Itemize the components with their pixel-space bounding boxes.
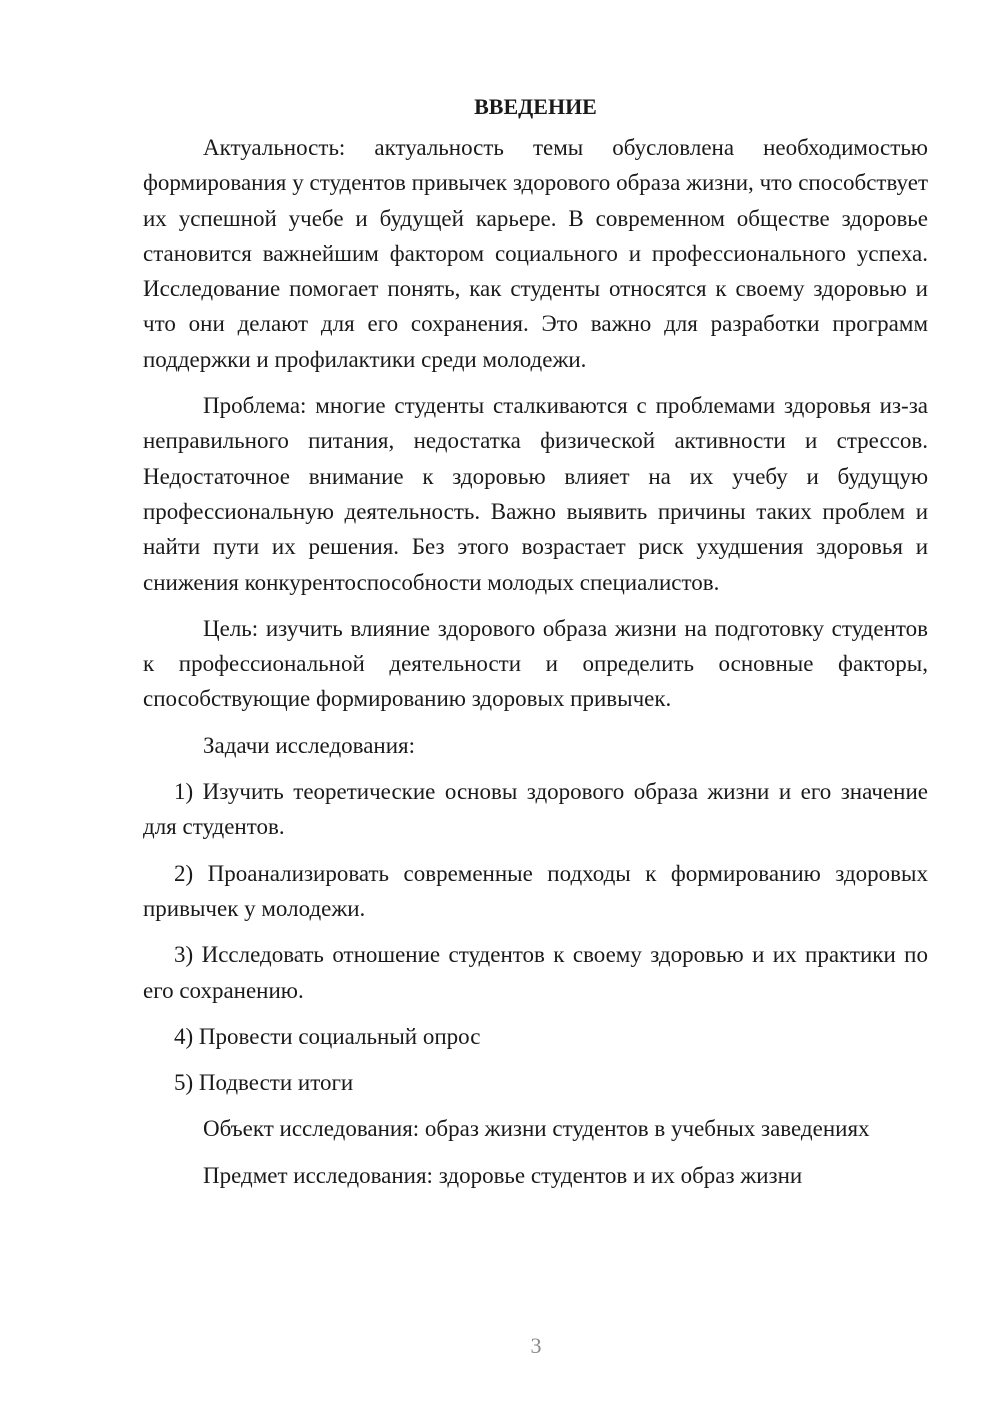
page-number: 3 [530,1333,542,1358]
section-heading: ВВЕДЕНИЕ [474,94,597,119]
relevance-paragraph: Актуальность: актуальность темы обусловлена необходимостью формирования у студентов привычек здорового образа жизни, что способствует их успешной учебе и будущей карьере. В современном обществе здоровье становится важнейшим фактором социального и профессионального успеха. Исследование помогает понять, как студенты относятся к своему здоровью и что они делают для его сохранения. Это важно для разработки программ поддержки и профилактики среди молодежи. [143,135,928,372]
task-item-1: 1) Изучить теоретические основы здорового образа жизни и его значение для студентов. [143,779,928,840]
research-object: Объект исследования: образ жизни студентов в учебных заведениях [203,1116,870,1142]
task-item-5: 5) Подвести итоги [174,1070,354,1096]
task-item-3: 3) Исследовать отношение студентов к своему здоровью и их практики по его сохранению. [143,942,928,1003]
document-body [143,92,928,1204]
task-item-2: 2) Проанализировать современные подходы к формированию здоровых привычек у молодежи. [143,860,928,921]
task-item-4: 4) Провести социальный опрос [174,1023,481,1049]
problem-paragraph: Проблема: многие студенты сталкиваются с проблемами здоровья из-за неправильного питания, недостатка физической активности и стрессов. Недостаточное внимание к здоровью влияет на их учебу и будущую профессиональную деятельность. Важно выявить причины таких проблем и найти пути их решения. Без этого возрастает риск ухудшения здоровья и снижения конкурентоспособности молодых специалистов. [143,393,928,595]
tasks-heading: Задачи исследования: [203,732,416,758]
goal-paragraph: Цель: изучить влияние здорового образа жизни на подготовку студентов к профессиональной деятельности и определить основные факторы, способствующие формированию здоровых привычек. [143,615,928,712]
research-subject: Предмет исследования: здоровье студентов и их образ жизни [203,1162,803,1188]
